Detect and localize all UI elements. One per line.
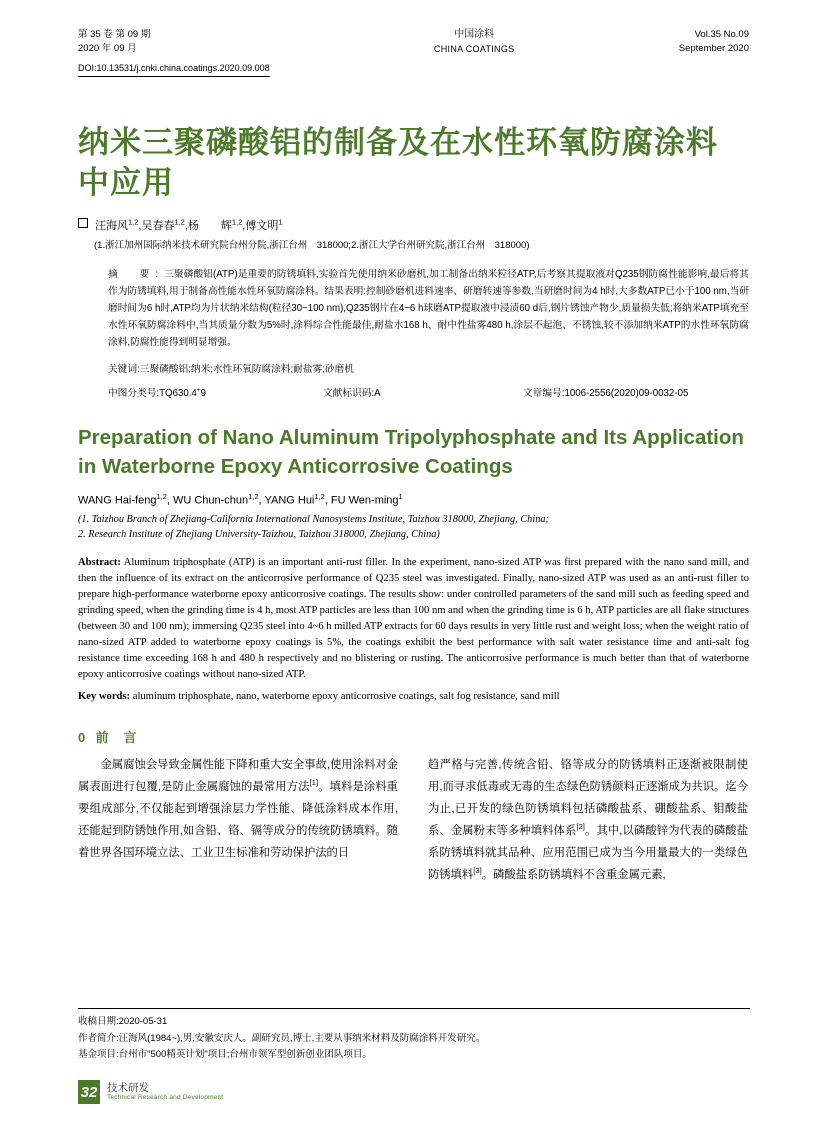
document-code: 文献标识码:A — [323, 387, 381, 399]
keywords-en-text: aluminum triphosphate, nano, waterborne epoxy anticorrosive coatings, salt fog resistance, sand mill — [130, 691, 560, 703]
affiliation-en-2: 2. Research Institute of Zhejiang University-Taizhou, Taizhou 318000, Zhejiang, China) — [78, 529, 440, 541]
keywords-en-label: Key words: — [78, 691, 131, 703]
classification-row — [78, 385, 749, 399]
body-column-left — [78, 754, 398, 886]
section-title: 前 言 — [95, 730, 138, 746]
footnote-funding: 基金项目:台州市"500精英计划"项目;台州市领军型创新创业团队项目。 — [78, 1049, 372, 1061]
article-number: 文章编号:1006-2556(2020)09-0032-05 — [523, 387, 689, 399]
page-header — [78, 28, 749, 77]
header-left — [78, 28, 270, 77]
journal-name-cn: 中国涂料 — [454, 29, 495, 40]
footnote-author-bio: 作者简介:汪海风(1984~),男,安徽安庆人。副研究员,博士,主要从事纳米材料及防腐涂料开发研究。 — [78, 1032, 486, 1044]
authors-en: WANG Hai-feng$^{1,2}$, WU Chun-chun$^{1,2}$, YANG Hui$^{1,2}$, FU Wen-ming$^1$ — [78, 492, 403, 507]
keywords-en — [78, 689, 749, 705]
page-title-en: Preparation of Nano Aluminum Tripolyphosphate and Its Application in Waterborne Epoxy Anticorrosive Coatings — [78, 425, 744, 479]
keywords-cn: 关键词:三聚磷酸铝;纳米;水性环氧防腐涂料;耐盐雾;砂磨机 — [108, 363, 354, 375]
square-bullet-icon — [78, 218, 88, 228]
footnote-received: 收稿日期:2020-05-31 — [78, 1016, 168, 1028]
body-columns — [78, 754, 749, 886]
body-column-right — [428, 754, 748, 886]
abstract-en-text: Aluminum triphosphate (ATP) is an important anti-rust filler. In the experiment, nano-sized ATP was first prepared with the nano sand mill, and then the influence of its extract on the anticorrosive performance of Q235 steel was investigated. Finally, nano-sized ATP was used as an anti-rust filler to prepare high-performance waterborne epoxy anticorrosive coatings. The results show: under controlled parameters of the sand mill such as feeding speed and grinding speed, when the grinding time is 4 h, most ATP particles are less than 100 nm and when the grinding time is 6 h, ATP particles are all flake structures (between 30 and 100 nm); immersing Q235 steel into 4~6 h milled ATP extracts for 60 days results in very little rust and weight loss; when the weight ratio of nano-sized ATP added to waterborne epoxy coatings is 5%, the coatings exhibit the best performance with salt water resistance time and anti-salt fog resistance time exceeding 168 h and 480 h respectively and no blistering or rusting. The anticorrosive performance is much better than that of waterborne epoxy anticorrosive coatings without nano-sized ATP. — [78, 556, 749, 681]
abstract-cn — [78, 267, 749, 352]
volume-issue-en: Vol.35 No.09 — [694, 29, 749, 40]
affiliation-cn: (1.浙江加州国际纳米技术研究院台州分院,浙江台州 318000;2.浙江大学台州研究院,浙江台州 318000) — [94, 239, 530, 251]
section-number: 0 — [78, 730, 87, 746]
header-center — [434, 28, 515, 56]
abstract-cn-label: 摘 要: — [108, 268, 165, 280]
page-footer — [78, 1080, 223, 1104]
footer-section-label — [107, 1082, 223, 1102]
abstract-cn-text: 三聚磷酸铝(ATP)是重要的防锈填料,实验首先使用纳米砂磨机,加工制备出纳米粒径ATP,后考察其提取液对Q235钢防腐性能影响,最后将其作为防锈填料,用于制备高性能水性环氧防腐涂料。结果表明:控制砂磨机进料速率、研磨转速等参数,当研磨时间为4 h时,大多数ATP已小于100 nm,当研磨时间为6 h时,ATP均为片状纳米结构(粒径30~100 nm),Q235钢片在4~6 h球磨ATP提取液中浸渍60 d后,钢片锈蚀产物少,质量损失低;将纳米ATP填充至水性环氧防腐涂料中,当其质量分数为5%时,涂料综合性能最佳,耐盐水168 h、耐中性盐雾480 h,涂层不起泡、不锈蚀,较不添加纳米ATP的水性环氧防腐涂料,防腐性能得到明显增强。 — [108, 268, 749, 348]
journal-name-en: CHINA COATINGS — [433, 43, 515, 54]
abstract-en — [78, 555, 749, 684]
issue-date-en: September 2020 — [678, 43, 749, 55]
footer-label-cn: 技术研发 — [107, 1081, 149, 1094]
abstract-en-label: Abstract: — [78, 556, 121, 568]
section-heading — [78, 727, 749, 746]
body-paragraph-right: 趋严格与完善,传统含铅、铬等成分的防锈填料正逐渐被限制使用,而寻求低毒或无毒的生态绿色防锈颜料正逐渐成为共识。迄今为止,已开发的绿色防锈填料包括磷酸盐系、硼酸盐系、钼酸盐系、金属粉末等多种填料体系[2]。其中,以磷酸锌为代表的磷酸盐系防锈填料就其品种、应用范围已成为当今用量最大的一类绿色防锈填料[3]。磷酸盐系防锈填料不含重金属元素, — [428, 759, 749, 882]
footer-label-en: Technical Research and Development — [107, 1094, 224, 1102]
body-paragraph-left: 金属腐蚀会导致金属性能下降和重大安全事故,使用涂料对金属表面进行包覆,是防止金属腐蚀的最常用方法[1]。填料是涂料重要组成部分,不仅能起到增强涂层力学性能、降低涂料成本作用,还能起到防锈蚀作用,如含铅、铬、镉等成分的传统防锈填料。随着世界各国环境立法、工业卫生标准和劳动保护法的日 — [78, 759, 398, 860]
doi-wrap — [78, 58, 270, 78]
issue-date-cn: 2020 年 09 月 — [78, 43, 137, 55]
affiliation-en-1: (1. Taizhou Branch of Zhejiang-California International Nanosystems Institute, Taizhou 318000, Zhejiang, China; — [78, 513, 549, 525]
footnotes — [78, 1008, 750, 1064]
page-number: 32 — [78, 1080, 100, 1104]
header-right — [679, 28, 749, 57]
authors-cn-text: 汪海风$^{1,2}$,吴春春$^{1,2}$,杨 辉$^{1,2}$,傅文明$^1$ — [95, 217, 283, 232]
volume-issue: 第 35 卷 第 09 期 — [78, 29, 151, 40]
doi-text: DOI:10.13531/j.cnki.china.coatings.2020.09.008 — [78, 62, 270, 78]
authors-cn — [78, 216, 749, 235]
clc-number: 中图分类号:TQ630.4+9 — [108, 386, 207, 399]
page-title-cn: 纳米三聚磷酸铝的制备及在水性环氧防腐涂料中应用 — [78, 125, 718, 200]
